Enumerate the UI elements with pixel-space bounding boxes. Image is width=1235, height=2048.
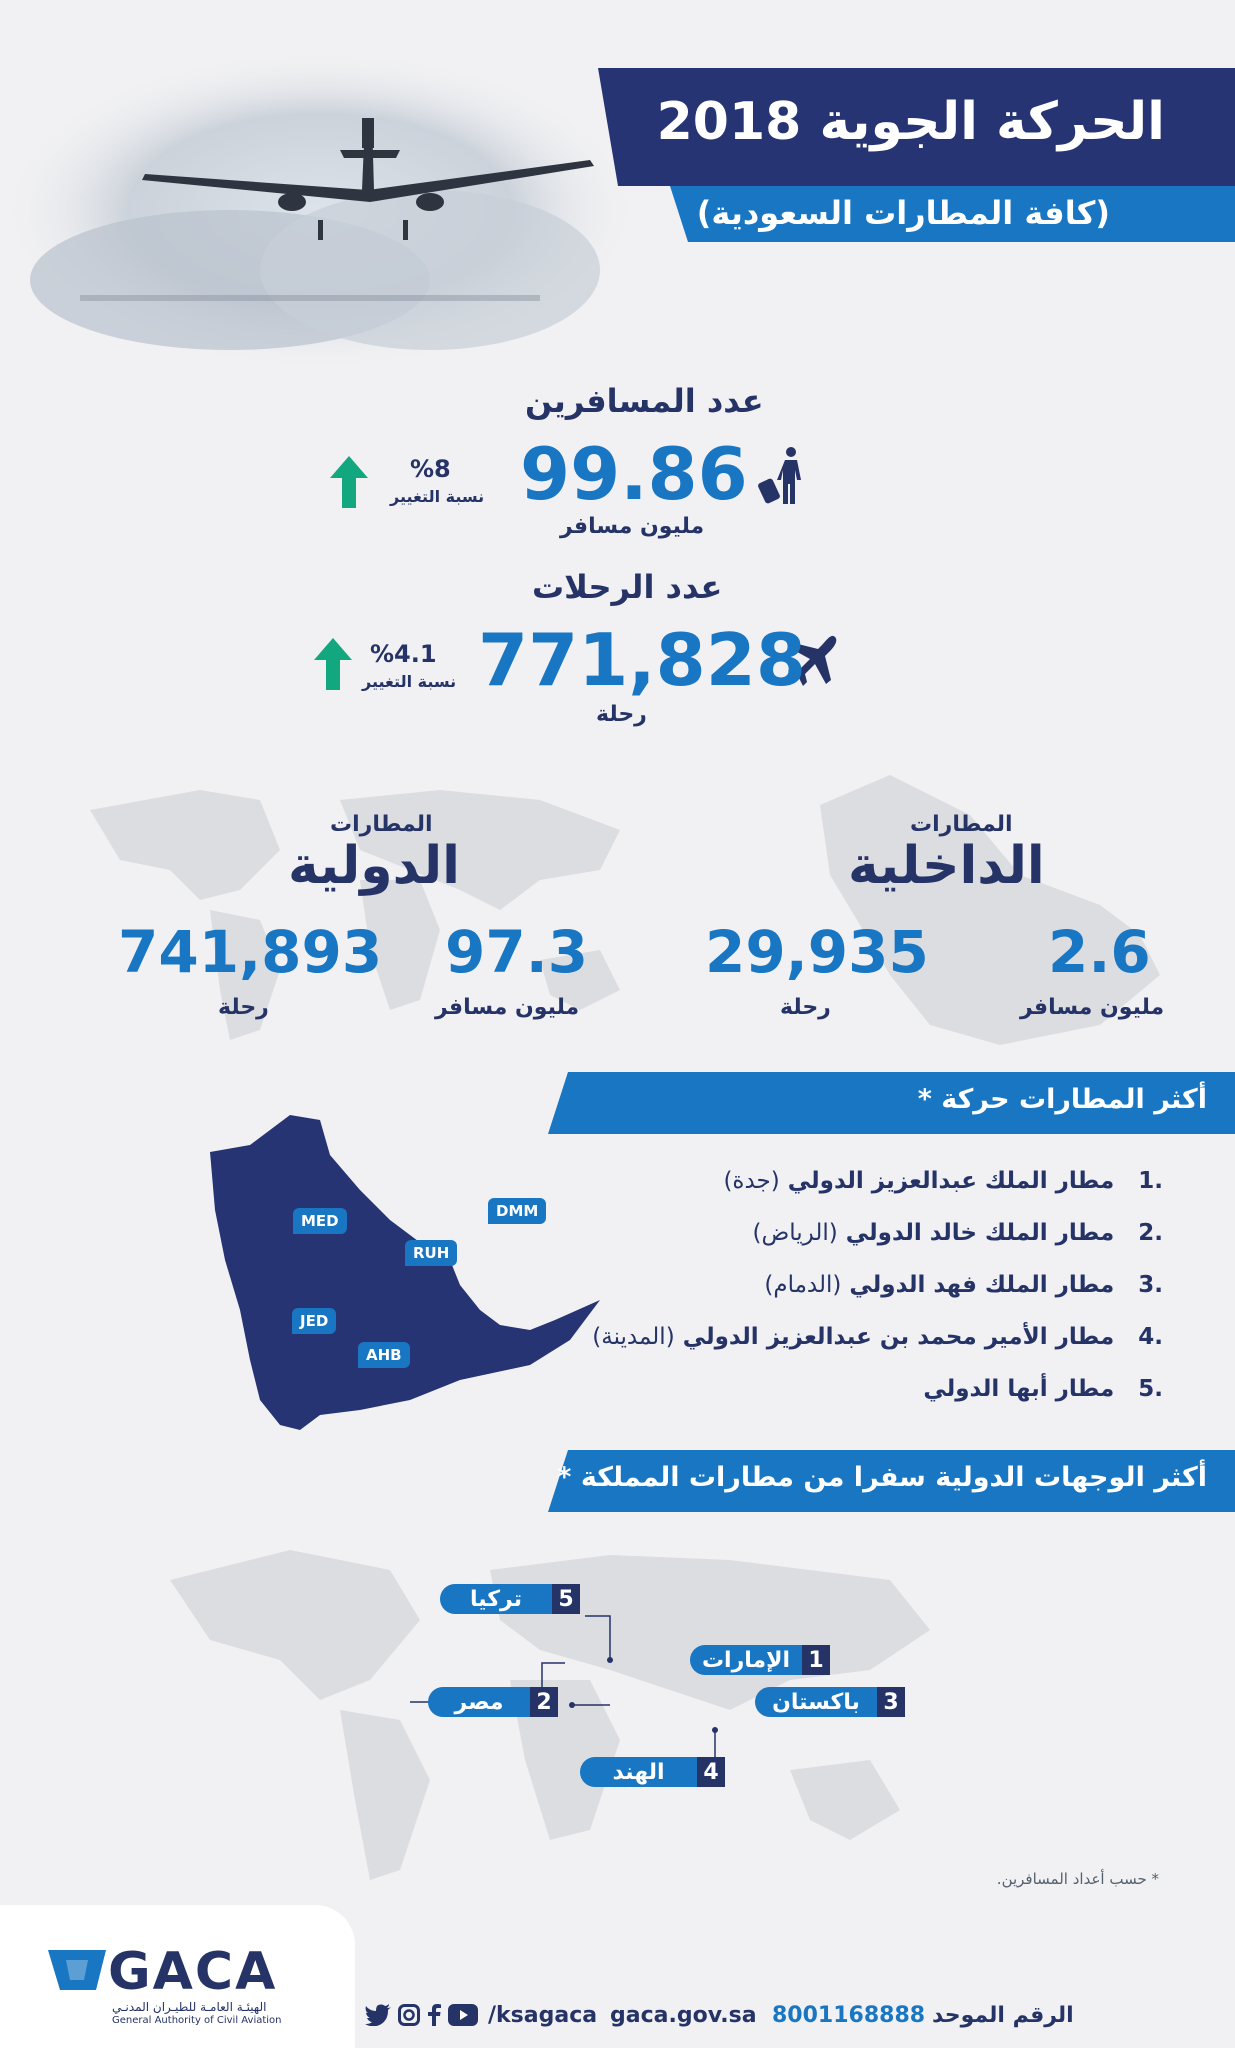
facebook-icon[interactable] <box>427 2004 441 2026</box>
international-small-label: المطارات <box>330 812 433 837</box>
flights-change-label: نسبة التغيير <box>362 672 457 691</box>
instagram-icon[interactable] <box>398 2004 420 2026</box>
map-label-ahb: AHB <box>358 1342 410 1368</box>
flights-label: عدد الرحلات <box>532 568 723 606</box>
destination-1: الإمارات 1 <box>690 1645 830 1675</box>
domestic-flights-unit: رحلة <box>780 995 831 1020</box>
international-passengers-value: 97.3 <box>445 918 589 986</box>
destination-2: مصر 2 <box>428 1687 558 1717</box>
traveler-icon <box>755 446 807 506</box>
gaca-logo-text: GACA <box>108 1942 278 2002</box>
airport-rank-1: .1 مطار الملك عبدالعزيز الدولي (جدة) <box>723 1168 1163 1194</box>
international-flights-unit: رحلة <box>218 995 269 1020</box>
phone-label: الرقم الموحد <box>932 2003 1074 2028</box>
passengers-change-label: نسبة التغيير <box>390 487 485 506</box>
flights-change: %4.1 <box>370 640 437 668</box>
gaca-english-name: General Authority of Civil Aviation <box>112 2015 282 2026</box>
footnote: * حسب أعداد المسافرين. <box>996 1870 1159 1888</box>
arrow-up-icon <box>314 638 352 690</box>
website-link[interactable]: gaca.gov.sa <box>610 2003 757 2028</box>
flights-unit: رحلة <box>596 702 647 727</box>
international-passengers-unit: مليون مسافر <box>435 995 580 1020</box>
destination-4: الهند 4 <box>580 1757 725 1787</box>
phone-number[interactable]: 8001168888 <box>772 2003 926 2028</box>
domestic-flights-value: 29,935 <box>705 918 929 986</box>
saudi-arabia-map <box>210 1110 600 1440</box>
passengers-change: %8 <box>410 455 451 483</box>
airport-rank-3: .3 مطار الملك فهد الدولي (الدمام) <box>764 1272 1163 1298</box>
international-big-label: الدولية <box>288 836 460 896</box>
domestic-passengers-unit: مليون مسافر <box>1020 995 1165 1020</box>
airport-rank-2: .2 مطار الملك خالد الدولي (الرياض) <box>752 1220 1163 1246</box>
arrow-up-icon <box>330 456 368 508</box>
passengers-value: 99.86 <box>520 432 748 516</box>
destination-5: تركيا 5 <box>440 1584 580 1614</box>
passengers-unit: مليون مسافر <box>560 514 705 539</box>
gaca-logo-icon <box>48 1950 106 1990</box>
destination-3: باكستان 3 <box>755 1687 905 1717</box>
social-handle[interactable]: /ksagaca <box>488 2003 598 2028</box>
airport-rank-5: .5 مطار أبها الدولي <box>923 1376 1163 1402</box>
passengers-label: عدد المسافرين <box>525 382 764 420</box>
map-label-ruh: RUH <box>405 1240 457 1266</box>
gaca-arabic-name: الهيئـة العامـة للطيـران المدنـي <box>112 2000 267 2014</box>
busiest-airports-heading: أكثر المطارات حركة * <box>917 1084 1207 1115</box>
domestic-big-label: الداخلية <box>848 836 1045 896</box>
map-label-jed: JED <box>292 1308 336 1334</box>
twitter-icon[interactable] <box>365 2004 391 2026</box>
destinations-heading: أكثر الوجهات الدولية سفرا من مطارات المملكة * <box>557 1462 1207 1493</box>
domestic-passengers-value: 2.6 <box>1048 918 1151 986</box>
page-subtitle: (كافة المطارات السعودية) <box>696 194 1110 232</box>
international-flights-value: 741,893 <box>118 918 383 986</box>
domestic-small-label: المطارات <box>910 812 1013 837</box>
map-label-med: MED <box>293 1208 347 1234</box>
social-icons <box>365 2004 478 2026</box>
airplane-cloud-image <box>0 40 640 380</box>
page-title: الحركة الجوية 2018 <box>656 92 1165 152</box>
airport-rank-4: .4 مطار الأمير محمد بن عبدالعزيز الدولي (المدينة) <box>592 1324 1163 1350</box>
youtube-icon[interactable] <box>448 2004 478 2026</box>
map-label-dmm: DMM <box>488 1198 546 1224</box>
flights-value: 771,828 <box>478 618 806 702</box>
